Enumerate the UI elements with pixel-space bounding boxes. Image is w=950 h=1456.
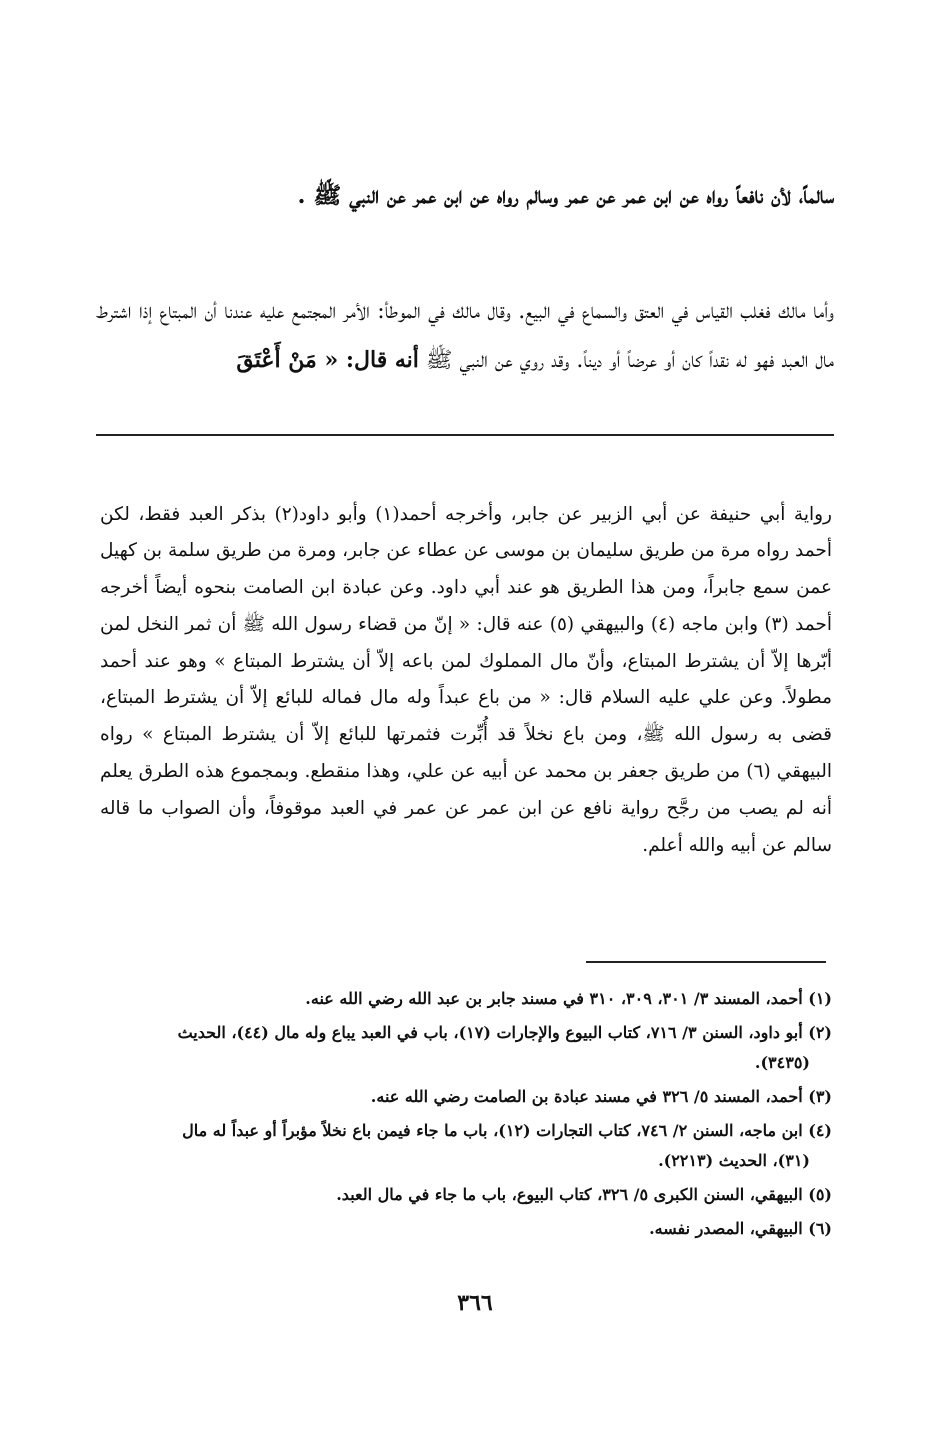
footnote-continuation: (٣٤٣٥). bbox=[754, 1053, 810, 1072]
main-paragraph-2-text: وأما مالك فغلب القياس في العتق والسماع في البيع. وقال مالك في الموطأ: الأمر المجتمع عليه عندنا أن المبتاع إذا اشترط مال العبد فهو له نقداً كان أو عرضاً أو ديناً. وقد روي عن النبي ﷺ bbox=[96, 299, 834, 373]
main-divider bbox=[96, 434, 834, 436]
footnote-item bbox=[100, 1018, 832, 1078]
footnote-item bbox=[100, 1214, 832, 1244]
footnote-line: (١) أحمد، المسند ٣/ ٣٠١، ٣٠٩، ٣١٠ في مسند جابر بن عبد الله رضي الله عنه. bbox=[305, 989, 832, 1008]
main-paragraph-2 bbox=[96, 288, 834, 385]
footnote-item bbox=[100, 1082, 832, 1112]
footnote-divider bbox=[586, 961, 826, 963]
footnote-line: (٦) البيهقي، المصدر نفسه. bbox=[649, 1219, 832, 1238]
main-paragraph-2-bold: أنه قال: « مَنْ أَعْتَقَ bbox=[236, 347, 419, 373]
footnote-item bbox=[100, 984, 832, 1014]
footnote-line: (٢) أبو داود، السنن ٣/ ٧١٦، كتاب البيوع والإجارات (١٧)، باب في العبد يباع وله مال (٤٤)، الحديث bbox=[177, 1023, 832, 1042]
page-number: ٣٦٦ bbox=[457, 1290, 493, 1316]
footnote-item bbox=[100, 1180, 832, 1210]
footnote-continuation: (٣١)، الحديث (٢٢١٣). bbox=[658, 1151, 810, 1170]
footnote-item bbox=[100, 1116, 832, 1176]
footnote-line: (٣) أحمد، المسند ٥/ ٣٢٦ في مسند عبادة بن الصامت رضي الله عنه. bbox=[370, 1087, 832, 1106]
footnote-line: (٥) البيهقي، السنن الكبرى ٥/ ٣٢٦، كتاب البيوع، باب ما جاء في مال العبد. bbox=[336, 1185, 832, 1204]
commentary-paragraph: رواية أبي حنيفة عن أبي الزبير عن جابر، وأخرجه أحمد(١) وأبو داود(٢) بذكر العبد فقط، لكن أحمد رواه مرة من طريق سليمان بن موسى عن عطاء عن جابر، ومرة من طريق سلمة بن كهيل عمن سمع جابراً، ومن هذا الطريق هو عند أبي داود. وعن عبادة ابن الصامت بنحوه أيضاً أخرجه أحمد (٣) وابن ماجه (٤) والبيهقي (٥) عنه قال: « إنّ من قضاء رسول الله ﷺ أن ثمر النخل لمن أبّرها إلاّ أن يشترط المبتاع، وأنّ مال المملوك لمن باعه إلاّ أن يشترط المبتاع » وهو عند أحمد مطولاً. وعن علي عليه السلام قال: « من باع عبداً وله مال فماله للبائع إلاّ أن يشترط المبتاع، قضى به رسول الله ﷺ، ومن باع نخلاً قد أُبِّرت فثمرتها للبائع إلاّ أن يشترط المبتاع » رواه البيهقي (٦) من طريق جعفر بن محمد عن أبيه عن علي، وهذا منقطع. وبمجموع هذه الطرق يعلم أنه لم يصب من رجَّح رواية نافع عن ابن عمر عن عمر في العبد موقوفاً، وأن الصواب ما قاله سالم عن أبيه والله أعلم. bbox=[100, 503, 832, 856]
footnote-list bbox=[100, 984, 832, 1248]
main-paragraph-1: سالماً، لأن نافعاً رواه عن ابن عمر عن عمر وسالم رواه عن ابن عمر عن النبي ﷺ . bbox=[297, 182, 834, 209]
footnote-line: (٤) ابن ماجه، السنن ٢/ ٧٤٦، كتاب التجارات (١٢)، باب ما جاء فيمن باع نخلاً مؤبراً أو عبداً له مال bbox=[182, 1121, 832, 1140]
